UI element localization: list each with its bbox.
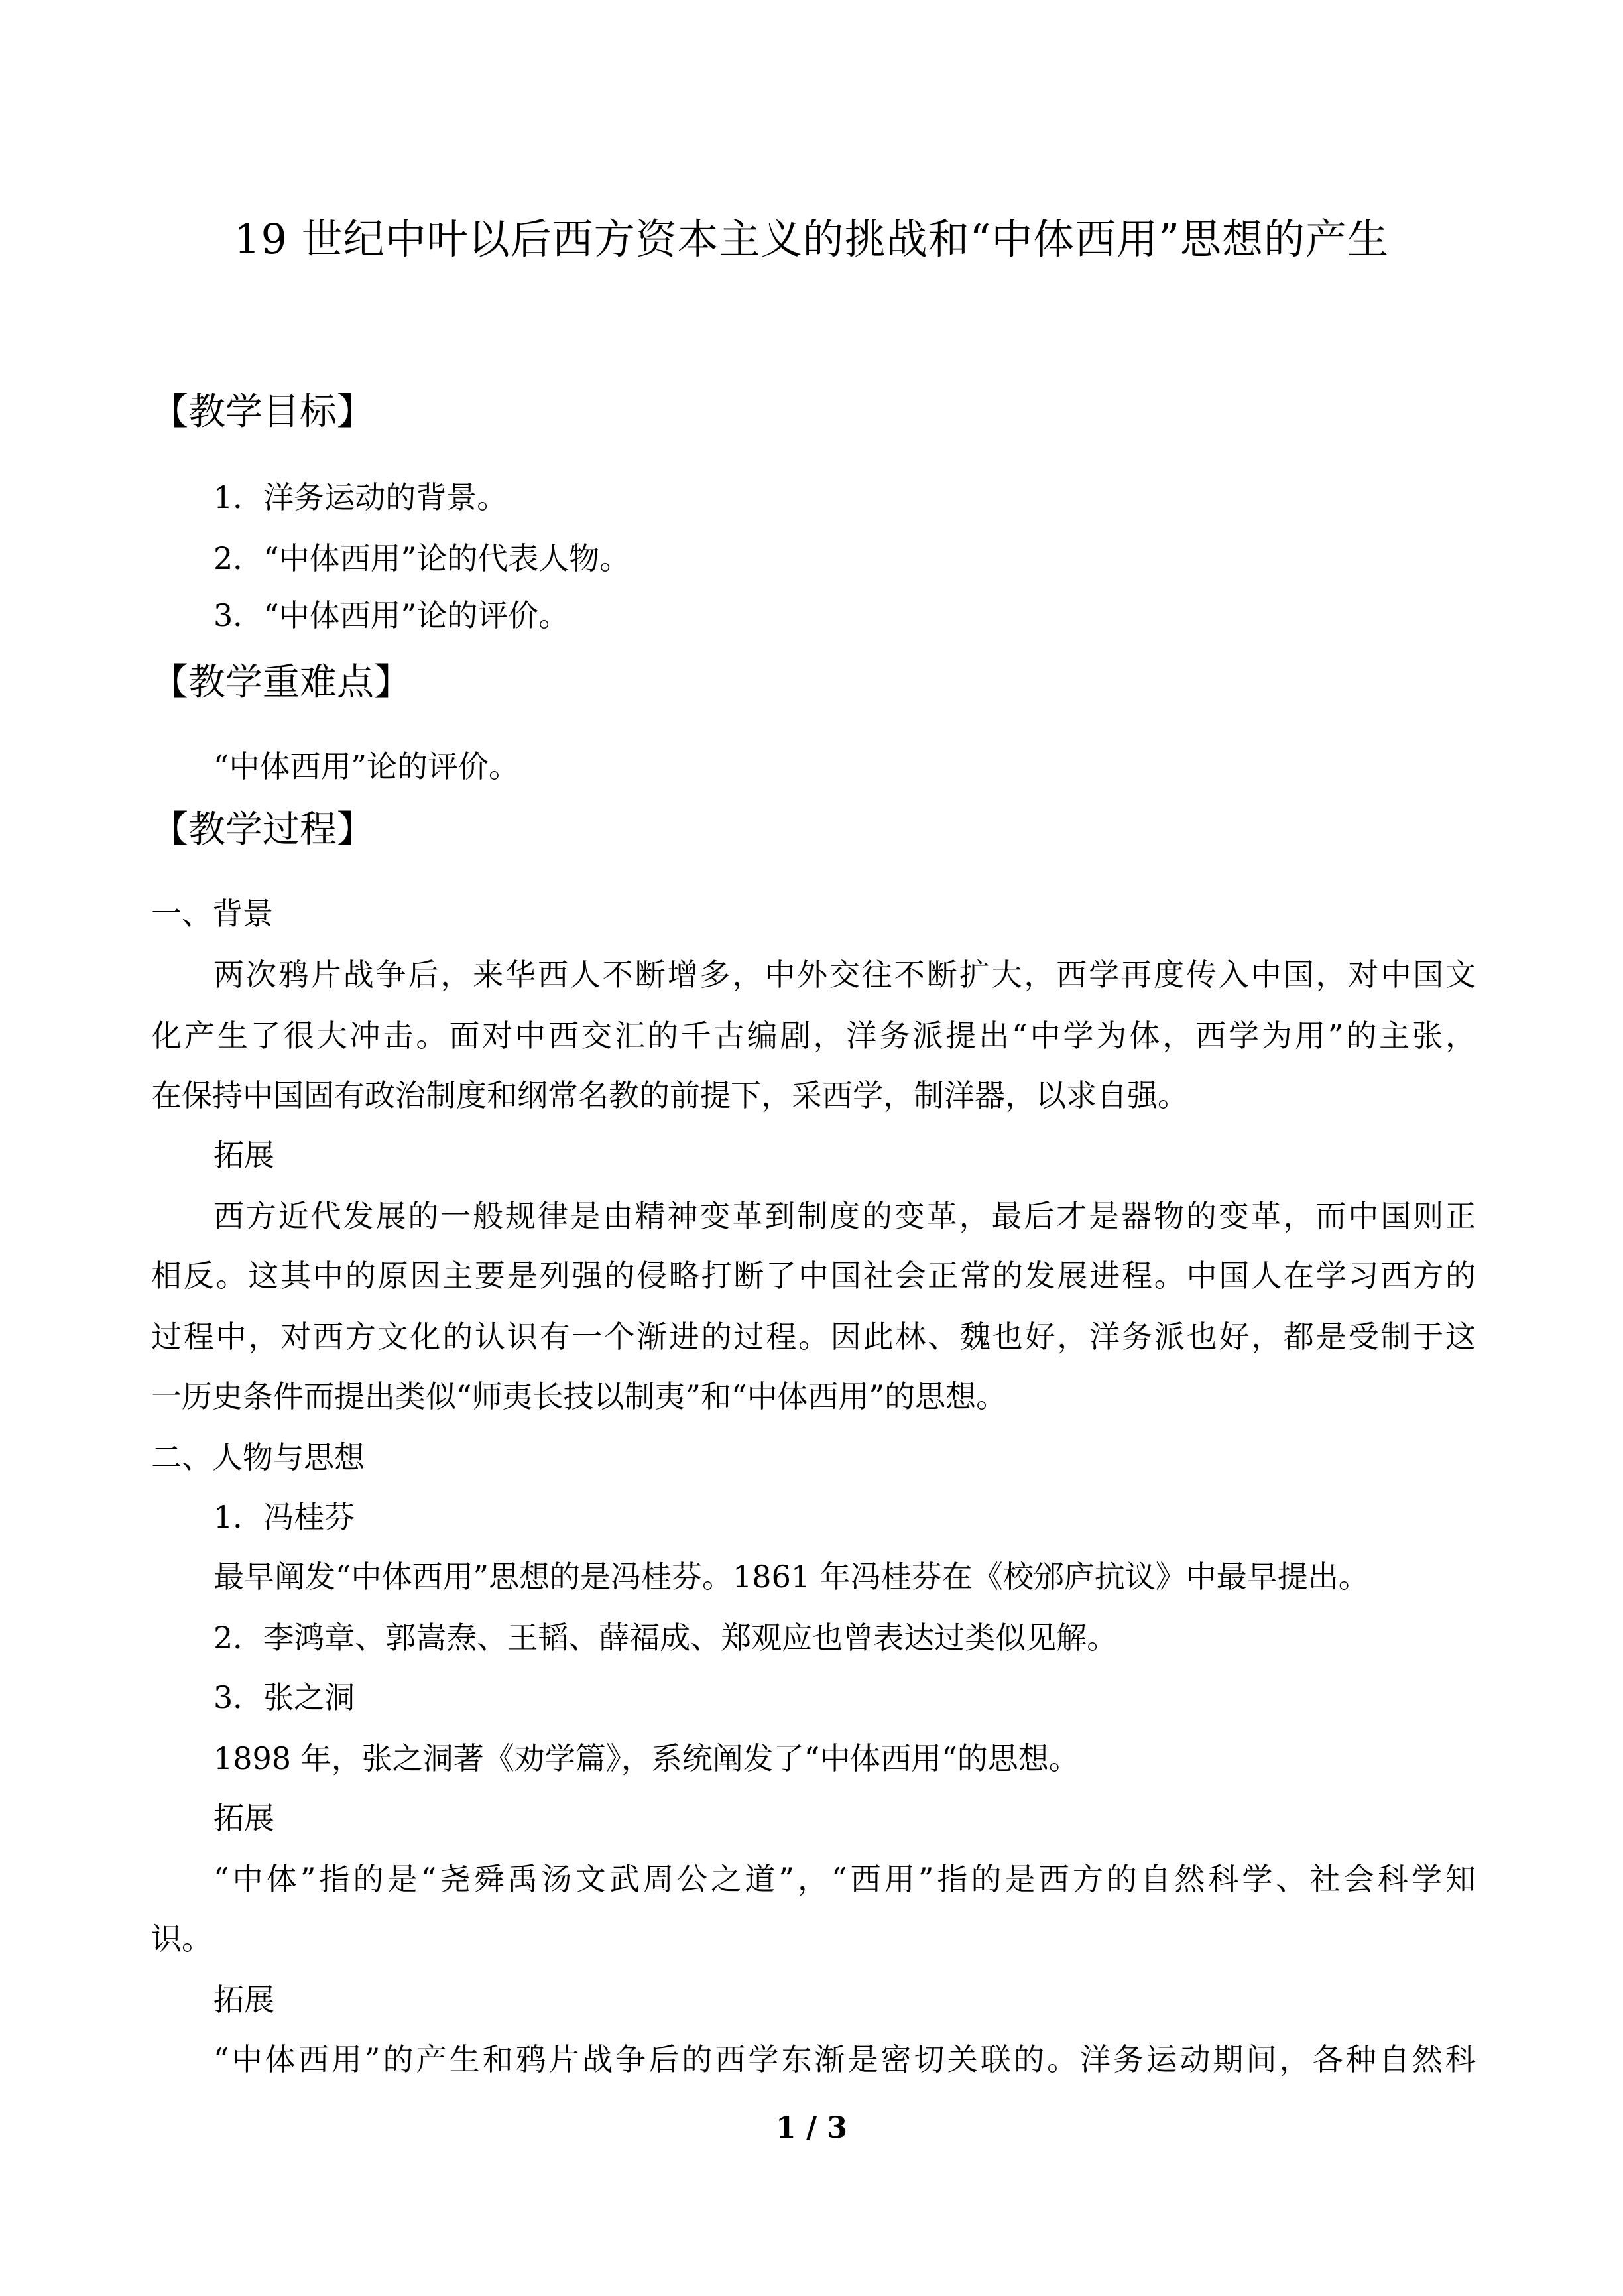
figure-item-2: 2．李鸿章、郭嵩焘、王韬、薛福成、郑观应也曾表达过类似见解。 [213,1620,1118,1656]
section-background-heading: 一、背景 [151,896,273,932]
document-title: 19 世纪中叶以后西方资本主义的挑战和“中体西用”思想的产生 [234,215,1389,263]
figure-item-1-text: 最早阐发“中体西用”思想的是冯桂芬。1861 年冯桂芬在《校邠庐抗议》中最早提出。 [213,1559,1369,1595]
figures-extension-2-label: 拓展 [213,1982,274,2018]
background-p1-line-1: 两次鸦片战争后，来华西人不断增多，中外交往不断扩大，西学再度传入中国，对中国文 [213,957,1476,993]
figures-extension-1-line-2: 识。 [151,1921,212,1957]
figures-extension-1-line-1: “中体”指的是“尧舜禹汤文武周公之道”，“西用”指的是西方的自然科学、社会科学知 [213,1861,1476,1897]
heading-keypoints: 【教学重难点】 [151,661,411,704]
figures-extension-1-label: 拓展 [213,1800,274,1836]
background-p1-line-3: 在保持中国固有政治制度和纲常名教的前提下，采西学，制洋器，以求自强。 [151,1077,1188,1113]
figure-item-3: 3．张之洞 [213,1679,355,1715]
background-p2-line-3: 过程中，对西方文化的认识有一个渐进的过程。因此林、魏也好，洋务派也好，都是受制于这 [151,1319,1476,1355]
background-p2-line-4: 一历史条件而提出类似“师夷长技以制夷”和“中体西用”的思想。 [151,1378,1007,1414]
background-p1-line-2: 化产生了很大冲击。面对中西交汇的千古编剧，洋务派提出“中学为体，西学为用”的主张， [151,1018,1476,1054]
figure-item-1: 1．冯桂芬 [213,1499,355,1535]
objective-item-3: 3．“中体西用”论的评价。 [213,597,570,633]
page-number: 1 / 3 [776,2111,847,2145]
objective-item-2: 2．“中体西用”论的代表人物。 [213,540,631,576]
heading-process: 【教学过程】 [151,808,374,851]
keypoints-text: “中体西用”论的评价。 [213,749,520,784]
heading-objectives: 【教学目标】 [151,391,374,434]
figure-item-3-text: 1898 年，张之洞著《劝学篇》，系统阐发了“中体西用“的思想。 [213,1740,1079,1776]
figures-extension-2-line-1: “中体西用”的产生和鸦片战争后的西学东渐是密切关联的。洋务运动期间，各种自然科 [213,2041,1476,2077]
background-p2-line-2: 相反。这其中的原因主要是列强的侵略打断了中国社会正常的发展进程。中国人在学习西方的 [151,1258,1476,1294]
objective-item-1: 1．洋务运动的背景。 [213,479,508,515]
background-extension-label: 拓展 [213,1137,274,1173]
section-figures-heading: 二、人物与思想 [151,1439,365,1475]
background-p2-line-1: 西方近代发展的一般规律是由精神变革到制度的变革，最后才是器物的变革，而中国则正 [213,1198,1476,1234]
